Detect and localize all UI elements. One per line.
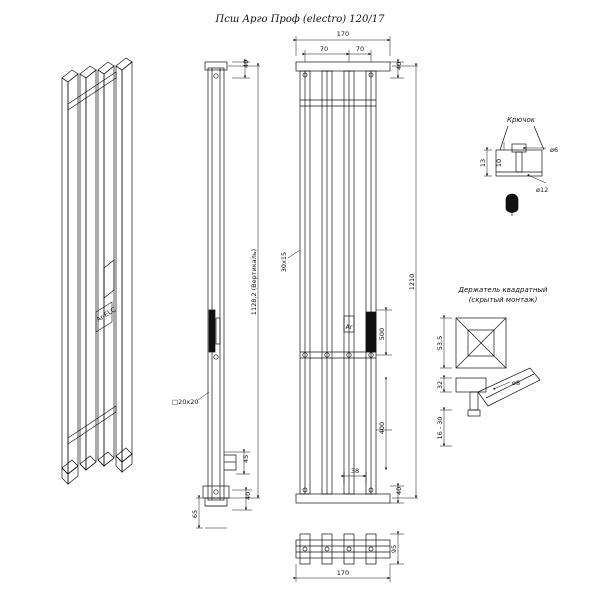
side-view [203, 62, 236, 506]
holder-detail [436, 286, 548, 446]
dim-holder-d8: ø8 [512, 379, 521, 387]
isometric-view [62, 58, 132, 484]
dim-pipe-30x15: 30х15 [280, 251, 288, 273]
holder-detail-title-1: Держатель квадратный [458, 286, 548, 294]
dim-top-170: 170 [336, 30, 350, 38]
dim-square-20x20: □20х20 [172, 398, 199, 406]
dim-side-40-bottom: 40 [244, 491, 252, 500]
holder-detail-title-2: (скрытый монтаж) [468, 296, 538, 304]
dim-hook-10: 10 [495, 158, 503, 168]
dim-40-bottom-right: 40 [395, 486, 403, 495]
dim-hook-d12: ø12 [536, 186, 549, 194]
dim-70-a: 70 [319, 45, 329, 53]
front-nameplate-text: Ar [345, 323, 353, 331]
dim-hook-d6: ø6 [550, 146, 559, 154]
dim-holder-53-5: 53,5 [436, 335, 444, 351]
dim-38: 38 [350, 467, 360, 475]
hook-detail-title: Крючок [507, 116, 535, 124]
front-view [296, 62, 390, 503]
dim-vertical-total: 1128,2 (Вертикаль) [250, 248, 258, 316]
dim-400: 400 [378, 421, 386, 435]
dim-side-45: 45 [242, 454, 250, 463]
dim-70-b: 70 [355, 45, 365, 53]
dim-side-40-top: 40 [242, 59, 250, 68]
dim-bottom-170: 170 [336, 569, 350, 577]
iso-nameplate-text: Ar-ELC [94, 305, 118, 324]
drawing-title: Псш Арго Проф (electro) 120/17 [215, 14, 385, 25]
side-view-dimensions [172, 60, 260, 528]
dim-hook-13: 13 [479, 158, 487, 168]
dim-height-1210: 1210 [408, 273, 416, 291]
dim-95: 95 [390, 544, 398, 554]
hook-detail [479, 116, 558, 216]
bottom-plan-view [296, 534, 404, 582]
dim-500: 500 [378, 327, 386, 341]
dim-holder-32: 32 [436, 380, 444, 390]
dim-holder-16-30: 16 - 30 [436, 416, 444, 440]
dim-40-top-right: 40 [395, 61, 403, 70]
dim-side-65: 65 [191, 509, 199, 519]
